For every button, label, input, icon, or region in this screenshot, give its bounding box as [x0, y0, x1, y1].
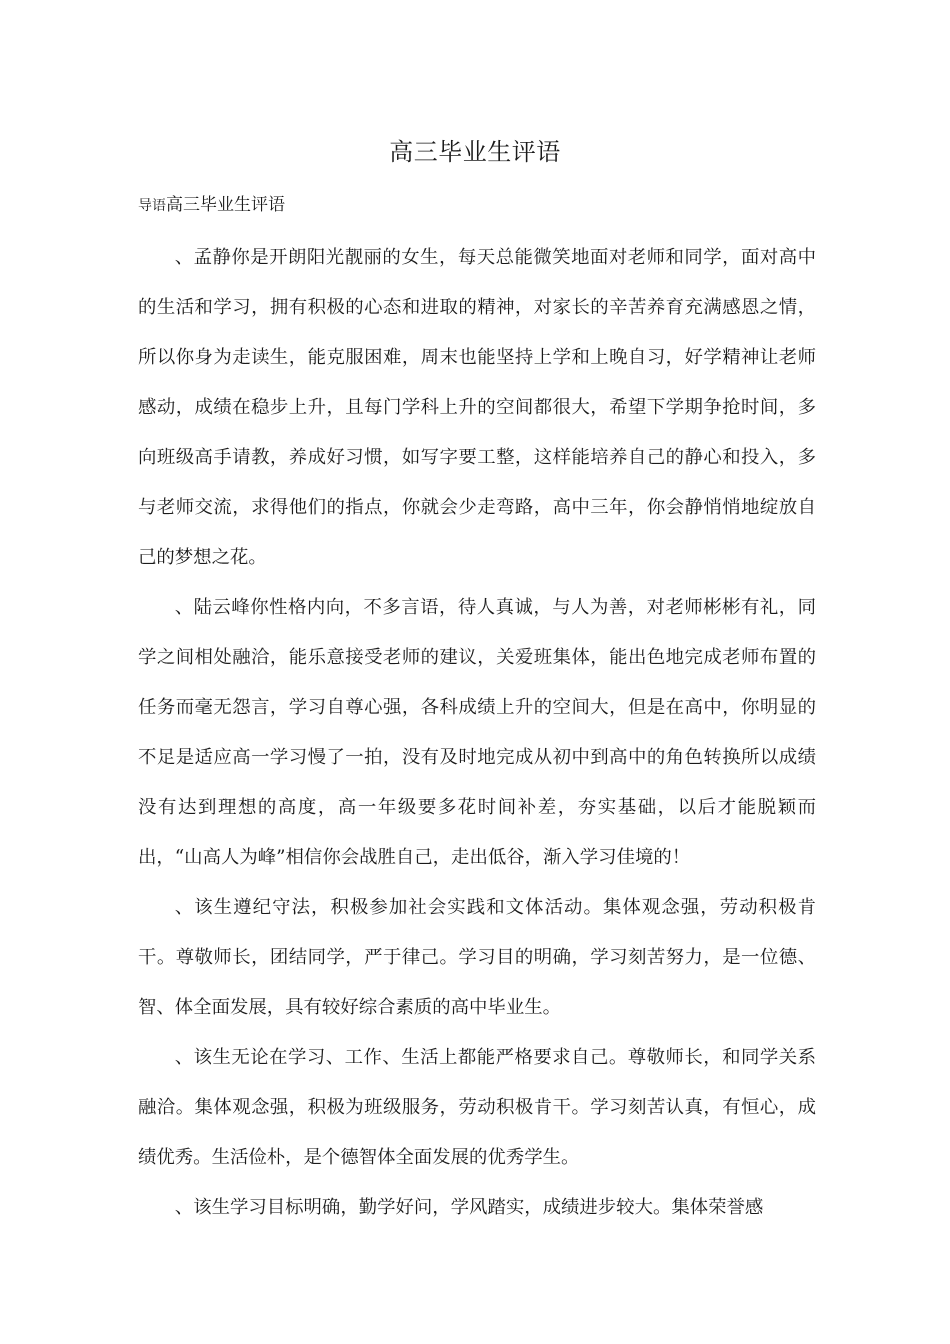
paragraph: 、陆云峰你性格内向，不多言语，待人真诚，与人为善，对老师彬彬有礼，同学之间相处融洽，能乐意接受老师的建议，关爱班集体，能出色地完成老师布置的任务而毫无怨言，学习自尊心强，各科成绩上升的空间大，但是在高中，你明显的不足是适应高一学习慢了一拍，没有及时地完成从初中到高中的角色转换所以成绩没有达到理想的高度，高一年级要多花时间补差，夯实基础，以后才能脱颖而出，“山高人为峰”相信你会战胜自己，走出低谷，渐入学习佳境的！ — [138, 597, 816, 868]
lead-text: 高三毕业生评语 — [166, 195, 285, 215]
lead-prefix: 导语 — [138, 198, 166, 214]
page-title: 高三毕业生评语 — [389, 138, 561, 166]
paragraph: 、该生学习目标明确，勤学好问，学风踏实，成绩进步较大。集体荣誉感 — [174, 1197, 764, 1218]
paragraph: 、孟静你是开朗阳光靓丽的女生，每天总能微笑地面对老师和同学，面对高中的生活和学习，拥有积极的心态和进取的精神，对家长的辛苦养育充满感恩之情，所以你身为走读生，能克服困难，周末也能坚持上学和上晚自习，好学精神让老师感动，成绩在稳步上升，且每门学科上升的空间都很大，希望下学期争抢时间，多向班级高手请教，养成好习惯，如写字要工整，这样能培养自己的静心和投入，多与老师交流，求得他们的指点，你就会少走弯路，高中三年，你会静悄悄地绽放自己的梦想之花。 — [138, 247, 816, 568]
paragraph: 、该生无论在学习、工作、生活上都能严格要求自己。尊敬师长，和同学关系融洽。集体观念强，积极为班级服务，劳动积极肯干。学习刻苦认真，有恒心，成绩优秀。生活俭朴，是个德智体全面发展的优秀学生。 — [138, 1047, 816, 1168]
lead-line — [138, 190, 285, 221]
paragraph: 、该生遵纪守法，积极参加社会实践和文体活动。集体观念强，劳动积极肯干。尊敬师长，团结同学，严于律己。学习目的明确，学习刻苦努力，是一位德、智、体全面发展，具有较好综合素质的高中毕业生。 — [138, 897, 816, 1018]
body-text — [138, 233, 816, 1233]
